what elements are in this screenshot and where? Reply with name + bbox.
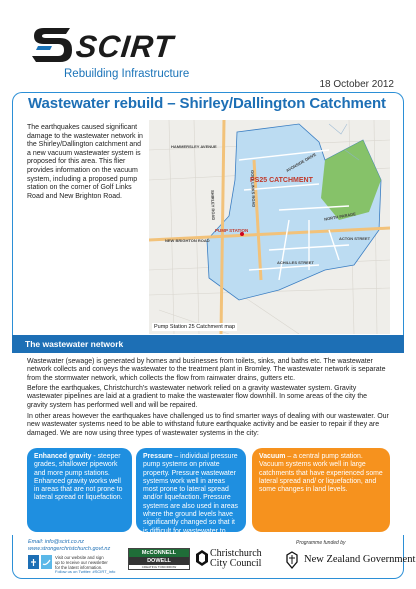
christchurch-city-council-logo [196, 548, 272, 574]
system-description: - steeper grades, shallower pipework and more pump stations. Enhanced gravity works well in areas that are not prone to lateral spread or liquefaction. [34, 453, 123, 502]
street-label: NORTH PARADE [323, 211, 357, 222]
mcd-bot: CREATING TOMORROW [141, 565, 177, 569]
page-title: Wastewater rebuild – Shirley/Dallington Catchment [28, 95, 386, 112]
body-paragraph: Before the earthquakes, Christchurch's wastewater network relied on a gravity wastewater system. Gravity wastewater pipelines are laid at a gradient to make the wastewater flow downhill. In some areas of the city the gravity system has performed well and will be repaired. [27, 385, 368, 409]
street-label: NEW BRIGHTON ROAD [165, 238, 210, 243]
system-name: Enhanced gravity [34, 453, 92, 460]
body-paragraph: Wastewater (sewage) is generated by homes and businesses from toilets, sinks, and baths etc. The wastewater network collects and conveys the wastewater to the treatment plant in Bromley. The wastewater network is separate from the stormwater network, which collects the flow from rainwater drains, gutters etc. [27, 358, 386, 382]
mcd-top: McCONNELL [129, 549, 189, 557]
map-graphic [149, 120, 390, 334]
street-label: HAMMERSLEY AVENUE [171, 144, 217, 149]
map-caption: Pump Station 25 Catchment map [154, 324, 236, 330]
ccc-line2: City Council [210, 558, 262, 569]
mcconnell-dowell-logo [128, 548, 190, 570]
catchment-map [149, 120, 390, 334]
social-icons[interactable] [28, 555, 52, 569]
system-description: – individual pressure pump systems on private property. Pressure wastewater systems work well in areas most prone to lateral spread and/or liquefaction. Pressure systems are also used in areas where the ground levels have significantly changed so that it is difficult for wastewater to flow in the right direction under [143, 453, 238, 543]
nz-government-text: New Zealand Government [304, 554, 416, 565]
publish-date: 18 October 2012 [319, 79, 394, 90]
system-name: Pressure [143, 453, 173, 460]
street-label: ACHILLES STREET [277, 260, 314, 265]
intro-paragraph: The earthquakes caused significant damage to the wastewater network in the Shirley/Dallington catchment and a new vacuum wastewater system is proposed for this area. This flier provides information on the vacuum system, including a proposed pump station on the corner of Golf Links Road and New Brighton Road. [27, 124, 143, 200]
logo-wordmark: SCIRT [74, 29, 176, 64]
pump-station-label: PUMP STATION [215, 228, 249, 233]
street-label: ACTON STREET [339, 236, 371, 241]
nz-government-logo [282, 550, 416, 570]
scirt-logo [30, 24, 220, 86]
catchment-label: PS25 CATCHMENT [250, 177, 313, 184]
scirt-mark-icon [30, 24, 72, 66]
newsletter-note: Visit our website and sign up to receive our newsletter for the latest information. [55, 555, 108, 570]
street-label: GOLF LINKS ROAD [250, 170, 257, 208]
street-label: AVONSIDE DRIVE [285, 151, 317, 174]
ccc-line1: Christchurch [210, 548, 262, 559]
section-title: The wastewater network [25, 339, 124, 349]
logo-tagline: Rebuilding Infrastructure [64, 68, 190, 80]
nz-coat-of-arms-icon [282, 550, 302, 570]
ccc-mark-icon [196, 550, 208, 566]
website-link[interactable]: www.strongerchristchurch.govt.nz [28, 546, 111, 552]
system-description: – a central pump station. Vacuum systems work well in large catchments that have experienced some lateral spread and/ or liquefaction, and some changes in land levels. [259, 453, 383, 494]
body-paragraph: In other areas however the earthquakes have challenged us to find smarter ways of dealing with our wastewater. Our new wastewater systems need to be able to withstand future earthquake activity and be easier to repair if they are damaged. We are now using three types of wastewater systems in the city: [27, 413, 389, 437]
twitter-link[interactable]: Follow us on Twitter: #SCIRT_info [55, 569, 116, 574]
programme-funded-label: Programme funded by [296, 540, 346, 546]
email-link[interactable]: Email: info@scirt.co.nz [28, 539, 85, 545]
pressure-box [136, 448, 246, 543]
vacuum-box [252, 448, 390, 532]
mcd-mid: DOWELL [129, 557, 189, 565]
enhanced-gravity-box [27, 448, 132, 532]
street-label: SHIRLEY ROAD [210, 190, 217, 221]
system-name: Vacuum [259, 453, 286, 460]
